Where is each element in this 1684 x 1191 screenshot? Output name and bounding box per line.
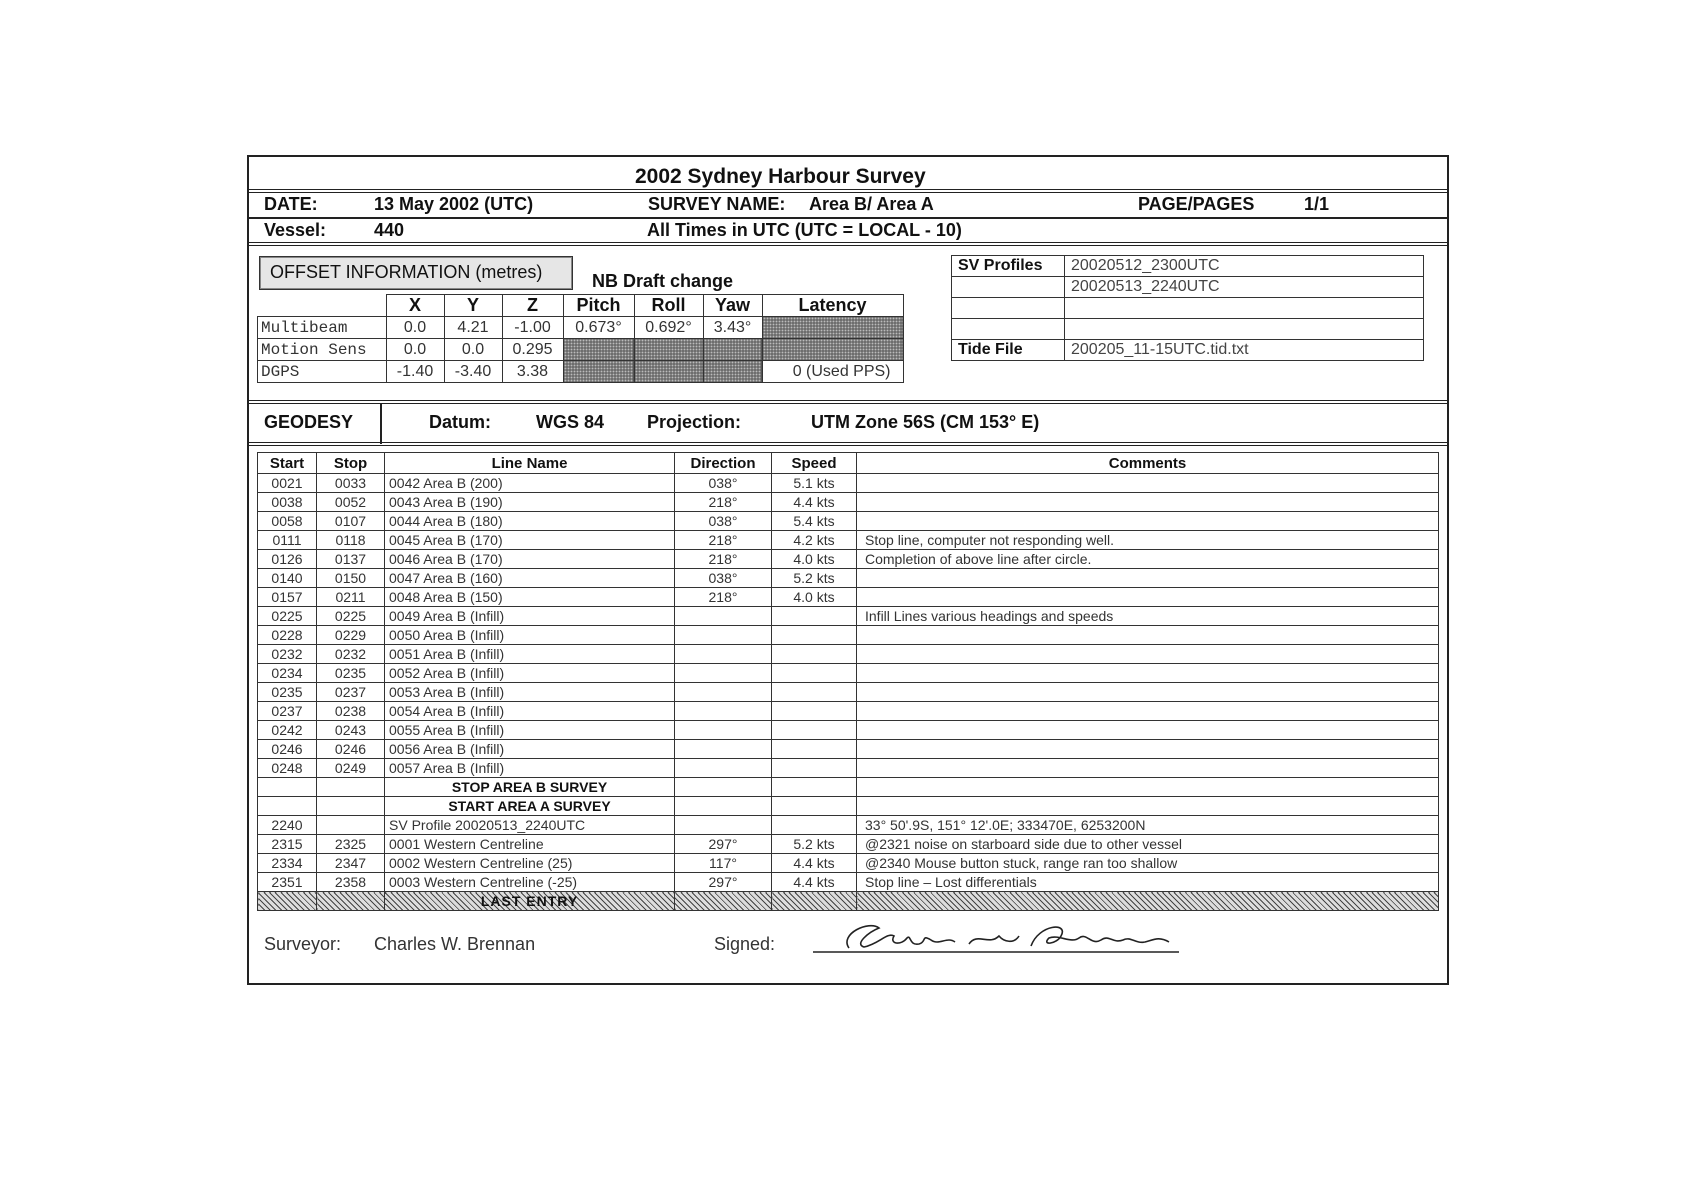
times-note: All Times in UTC (UTC = LOCAL - 10)	[647, 220, 962, 240]
divider	[249, 442, 1447, 446]
cell-direction: 297°	[675, 835, 772, 854]
cell-stop: 0235	[317, 664, 385, 683]
cell-start: 0232	[258, 645, 317, 664]
cell-line-name: 0044 Area B (180)	[385, 512, 675, 531]
sv-empty-cell	[1065, 319, 1424, 340]
cell-direction	[675, 702, 772, 721]
cell-y: 4.21	[444, 317, 502, 339]
cell-stop	[317, 816, 385, 835]
divider	[380, 404, 382, 444]
sv-profiles-table	[951, 255, 1424, 361]
divider	[249, 217, 1447, 219]
cell-stop: 2358	[317, 873, 385, 892]
cell-comment	[857, 702, 1439, 721]
cell-line-name: 0043 Area B (190)	[385, 493, 675, 512]
col-comments: Comments	[857, 453, 1439, 474]
cell-direction: 297°	[675, 873, 772, 892]
offset-row-multibeam	[258, 317, 904, 339]
cell-z: 0.295	[502, 339, 563, 361]
cell-speed: 4.2 kts	[772, 531, 857, 550]
projection-label: Projection:	[647, 412, 742, 432]
pages-label: PAGE/PAGES	[1138, 194, 1255, 214]
col-x: X	[386, 295, 444, 317]
table-row	[258, 702, 1439, 721]
table-row	[258, 493, 1439, 512]
survey-sheet	[247, 155, 1449, 985]
signature-image	[809, 914, 1189, 962]
cell-start: 2315	[258, 835, 317, 854]
offset-table	[257, 294, 904, 383]
page-title: 2002 Sydney Harbour Survey	[635, 165, 926, 188]
log-body-area-b	[258, 474, 1439, 778]
cell-y: 0.0	[444, 339, 502, 361]
cell-empty	[675, 797, 772, 816]
cell-start: 2351	[258, 873, 317, 892]
cell-direction	[675, 759, 772, 778]
table-row	[258, 797, 1439, 816]
cell-comment	[857, 759, 1439, 778]
cell-x: 0.0	[386, 339, 444, 361]
cell-yaw-shaded	[703, 361, 762, 383]
table-row	[258, 721, 1439, 740]
cell-line-name: SV Profile 20020513_2240UTC	[385, 816, 675, 835]
datum-label: Datum:	[429, 412, 491, 432]
cell-yaw-shaded	[703, 339, 762, 361]
col-pitch: Pitch	[563, 295, 634, 317]
sv-empty-cell	[952, 277, 1065, 298]
signed-label: Signed:	[714, 934, 776, 954]
table-row	[258, 512, 1439, 531]
cell-stop: 0137	[317, 550, 385, 569]
cell-direction: 218°	[675, 531, 772, 550]
table-row	[258, 683, 1439, 702]
sv-profiles-label: SV Profiles	[952, 256, 1065, 277]
col-latency: Latency	[762, 295, 903, 317]
offset-row-dgps	[258, 361, 904, 383]
cell-direction	[675, 664, 772, 683]
cell-start: 0228	[258, 626, 317, 645]
cell-empty	[857, 797, 1439, 816]
cell-start: 2240	[258, 816, 317, 835]
col-start: Start	[258, 453, 317, 474]
cell-yaw: 3.43°	[703, 317, 762, 339]
cell-latency-shaded	[762, 339, 903, 361]
cell-y: -3.40	[444, 361, 502, 383]
row-label: DGPS	[258, 361, 387, 383]
cell-empty	[317, 797, 385, 816]
cell-roll: 0.692°	[634, 317, 703, 339]
cell-comment	[857, 493, 1439, 512]
last-entry-row	[258, 892, 1439, 911]
cell-start: 0246	[258, 740, 317, 759]
date-value: 13 May 2002 (UTC)	[374, 194, 534, 214]
cell-hatched	[772, 892, 857, 911]
datum-value: WGS 84	[536, 412, 605, 432]
divider	[249, 189, 1447, 193]
col-speed: Speed	[772, 453, 857, 474]
cell-comment	[857, 512, 1439, 531]
cell-comment	[857, 740, 1439, 759]
cell-stop: 0249	[317, 759, 385, 778]
offset-corner	[258, 295, 387, 317]
cell-line-name: 0049 Area B (Infill)	[385, 607, 675, 626]
cell-stop: 2325	[317, 835, 385, 854]
tide-file-label: Tide File	[952, 340, 1065, 361]
surveyor-label: Surveyor:	[264, 934, 342, 954]
cell-stop: 0211	[317, 588, 385, 607]
cell-z: -1.00	[502, 317, 563, 339]
cell-latency: 0 (Used PPS)	[762, 361, 903, 383]
cell-empty	[258, 797, 317, 816]
cell-speed	[772, 702, 857, 721]
col-z: Z	[502, 295, 563, 317]
cell-comment: @2321 noise on starboard side due to other vessel	[857, 835, 1439, 854]
cell-line-name: 0054 Area B (Infill)	[385, 702, 675, 721]
cell-empty	[857, 778, 1439, 797]
cell-hatched	[317, 892, 385, 911]
cell-pitch-shaded	[563, 339, 634, 361]
table-row	[258, 664, 1439, 683]
cell-line-name: 0002 Western Centreline (25)	[385, 854, 675, 873]
cell-direction	[675, 607, 772, 626]
cell-start: 0157	[258, 588, 317, 607]
cell-pitch: 0.673°	[563, 317, 634, 339]
cell-speed: 4.4 kts	[772, 873, 857, 892]
geodesy-label: GEODESY	[264, 412, 354, 432]
col-y: Y	[444, 295, 502, 317]
table-row	[258, 645, 1439, 664]
cell-speed: 4.4 kts	[772, 854, 857, 873]
cell-speed: 5.2 kts	[772, 835, 857, 854]
cell-line-name: 0053 Area B (Infill)	[385, 683, 675, 702]
table-row	[258, 854, 1439, 873]
table-row	[258, 778, 1439, 797]
cell-start: 0038	[258, 493, 317, 512]
cell-speed: 4.0 kts	[772, 588, 857, 607]
cell-direction: 038°	[675, 512, 772, 531]
cell-start: 0111	[258, 531, 317, 550]
cell-speed	[772, 721, 857, 740]
cell-start: 0058	[258, 512, 317, 531]
cell-direction: 117°	[675, 854, 772, 873]
sv-profile-item: 20020512_2300UTC	[1065, 256, 1424, 277]
sv-empty-cell	[952, 298, 1065, 319]
cell-comment	[857, 569, 1439, 588]
cell-empty	[675, 778, 772, 797]
cell-roll-shaded	[634, 339, 703, 361]
table-row	[258, 531, 1439, 550]
cell-speed	[772, 759, 857, 778]
cell-comment: Infill Lines various headings and speeds	[857, 607, 1439, 626]
col-stop: Stop	[317, 453, 385, 474]
cell-line-name: 0001 Western Centreline	[385, 835, 675, 854]
pages-value: 1/1	[1304, 194, 1330, 214]
offset-row-motion-sens	[258, 339, 904, 361]
cell-start: 0242	[258, 721, 317, 740]
cell-line-name: 0042 Area B (200)	[385, 474, 675, 493]
cell-speed	[772, 683, 857, 702]
vessel-label: Vessel:	[264, 220, 327, 240]
cell-comment	[857, 588, 1439, 607]
cell-stop: 0232	[317, 645, 385, 664]
table-row	[258, 740, 1439, 759]
cell-speed	[772, 607, 857, 626]
cell-direction	[675, 645, 772, 664]
cell-speed	[772, 645, 857, 664]
stop-area-b-note: STOP AREA B SURVEY	[385, 778, 675, 797]
surveyor-name: Charles W. Brennan	[374, 934, 536, 954]
row-label: Motion Sens	[258, 339, 387, 361]
cell-stop: 0118	[317, 531, 385, 550]
cell-speed	[772, 740, 857, 759]
cell-speed: 4.4 kts	[772, 493, 857, 512]
col-yaw: Yaw	[703, 295, 762, 317]
cell-stop: 0033	[317, 474, 385, 493]
cell-comment: Stop line – Lost differentials	[857, 873, 1439, 892]
cell-comment	[857, 664, 1439, 683]
table-row	[258, 626, 1439, 645]
start-area-a-note: START AREA A SURVEY	[385, 797, 675, 816]
cell-line-name: 0048 Area B (150)	[385, 588, 675, 607]
cell-line-name: 0057 Area B (Infill)	[385, 759, 675, 778]
cell-line-name: 0045 Area B (170)	[385, 531, 675, 550]
survey-log-table	[257, 452, 1439, 911]
offset-info-box	[259, 256, 573, 290]
date-label: DATE:	[264, 194, 318, 214]
cell-direction	[675, 626, 772, 645]
cell-line-name: 0051 Area B (Infill)	[385, 645, 675, 664]
cell-x: 0.0	[386, 317, 444, 339]
divider	[249, 400, 1447, 404]
cell-start: 0225	[258, 607, 317, 626]
cell-start: 0234	[258, 664, 317, 683]
cell-empty	[772, 778, 857, 797]
cell-pitch-shaded	[563, 361, 634, 383]
cell-speed: 5.4 kts	[772, 512, 857, 531]
cell-line-name: 0056 Area B (Infill)	[385, 740, 675, 759]
cell-speed	[772, 664, 857, 683]
sv-empty-cell	[952, 319, 1065, 340]
cell-stop: 0246	[317, 740, 385, 759]
cell-line-name: 0055 Area B (Infill)	[385, 721, 675, 740]
cell-latency-shaded	[762, 317, 903, 339]
table-row	[258, 550, 1439, 569]
cell-speed	[772, 816, 857, 835]
cell-direction: 038°	[675, 474, 772, 493]
cell-stop: 2347	[317, 854, 385, 873]
last-entry-label: LAST ENTRY	[385, 892, 675, 911]
cell-hatched	[675, 892, 772, 911]
cell-z: 3.38	[502, 361, 563, 383]
cell-line-name: 0047 Area B (160)	[385, 569, 675, 588]
tide-file-value: 200205_11-15UTC.tid.txt	[1065, 340, 1424, 361]
cell-direction	[675, 740, 772, 759]
cell-line-name: 0050 Area B (Infill)	[385, 626, 675, 645]
cell-stop: 0225	[317, 607, 385, 626]
survey-name-label: SURVEY NAME:	[648, 194, 786, 214]
cell-stop: 0243	[317, 721, 385, 740]
cell-comment	[857, 683, 1439, 702]
cell-roll-shaded	[634, 361, 703, 383]
cell-comment: Completion of above line after circle.	[857, 550, 1439, 569]
cell-direction	[675, 683, 772, 702]
cell-comment	[857, 721, 1439, 740]
vessel-value: 440	[374, 220, 405, 240]
row-label: Multibeam	[258, 317, 387, 339]
cell-x: -1.40	[386, 361, 444, 383]
cell-empty	[772, 797, 857, 816]
cell-direction: 038°	[675, 569, 772, 588]
cell-stop: 0150	[317, 569, 385, 588]
table-row	[258, 569, 1439, 588]
cell-direction: 218°	[675, 588, 772, 607]
cell-speed	[772, 626, 857, 645]
table-row	[258, 759, 1439, 778]
cell-comment: @2340 Mouse button stuck, range ran too shallow	[857, 854, 1439, 873]
log-body-area-a	[258, 816, 1439, 892]
cell-speed: 5.2 kts	[772, 569, 857, 588]
projection-value: UTM Zone 56S (CM 153° E)	[811, 412, 1040, 432]
survey-name-value: Area B/ Area A	[809, 194, 934, 214]
cell-stop: 0238	[317, 702, 385, 721]
sv-profile-item: 20020513_2240UTC	[1065, 277, 1424, 298]
cell-start: 0237	[258, 702, 317, 721]
cell-comment	[857, 645, 1439, 664]
table-row	[258, 835, 1439, 854]
offset-info-label: OFFSET INFORMATION (metres)	[270, 262, 543, 282]
table-row	[258, 474, 1439, 493]
cell-start: 0140	[258, 569, 317, 588]
sv-empty-cell	[1065, 298, 1424, 319]
cell-start: 0248	[258, 759, 317, 778]
cell-direction: 218°	[675, 493, 772, 512]
table-row	[258, 588, 1439, 607]
cell-empty	[258, 778, 317, 797]
cell-start: 0126	[258, 550, 317, 569]
cell-line-name: 0052 Area B (Infill)	[385, 664, 675, 683]
cell-direction	[675, 721, 772, 740]
cell-start: 0235	[258, 683, 317, 702]
table-row	[258, 816, 1439, 835]
cell-stop: 0052	[317, 493, 385, 512]
cell-speed: 5.1 kts	[772, 474, 857, 493]
cell-comment: Stop line, computer not responding well.	[857, 531, 1439, 550]
cell-direction: 218°	[675, 550, 772, 569]
draft-note: NB Draft change	[592, 271, 734, 291]
cell-speed: 4.0 kts	[772, 550, 857, 569]
cell-stop: 0107	[317, 512, 385, 531]
cell-direction	[675, 816, 772, 835]
cell-line-name: 0046 Area B (170)	[385, 550, 675, 569]
cell-comment	[857, 474, 1439, 493]
col-roll: Roll	[634, 295, 703, 317]
cell-start: 2334	[258, 854, 317, 873]
divider	[249, 242, 1447, 246]
col-direction: Direction	[675, 453, 772, 474]
cell-hatched	[258, 892, 317, 911]
table-row	[258, 873, 1439, 892]
cell-stop: 0237	[317, 683, 385, 702]
cell-hatched	[857, 892, 1439, 911]
cell-start: 0021	[258, 474, 317, 493]
cell-comment	[857, 626, 1439, 645]
cell-stop: 0229	[317, 626, 385, 645]
col-line-name: Line Name	[385, 453, 675, 474]
cell-line-name: 0003 Western Centreline (-25)	[385, 873, 675, 892]
cell-comment: 33° 50'.9S, 151° 12'.0E; 333470E, 6253200N	[857, 816, 1439, 835]
cell-empty	[317, 778, 385, 797]
table-row	[258, 607, 1439, 626]
